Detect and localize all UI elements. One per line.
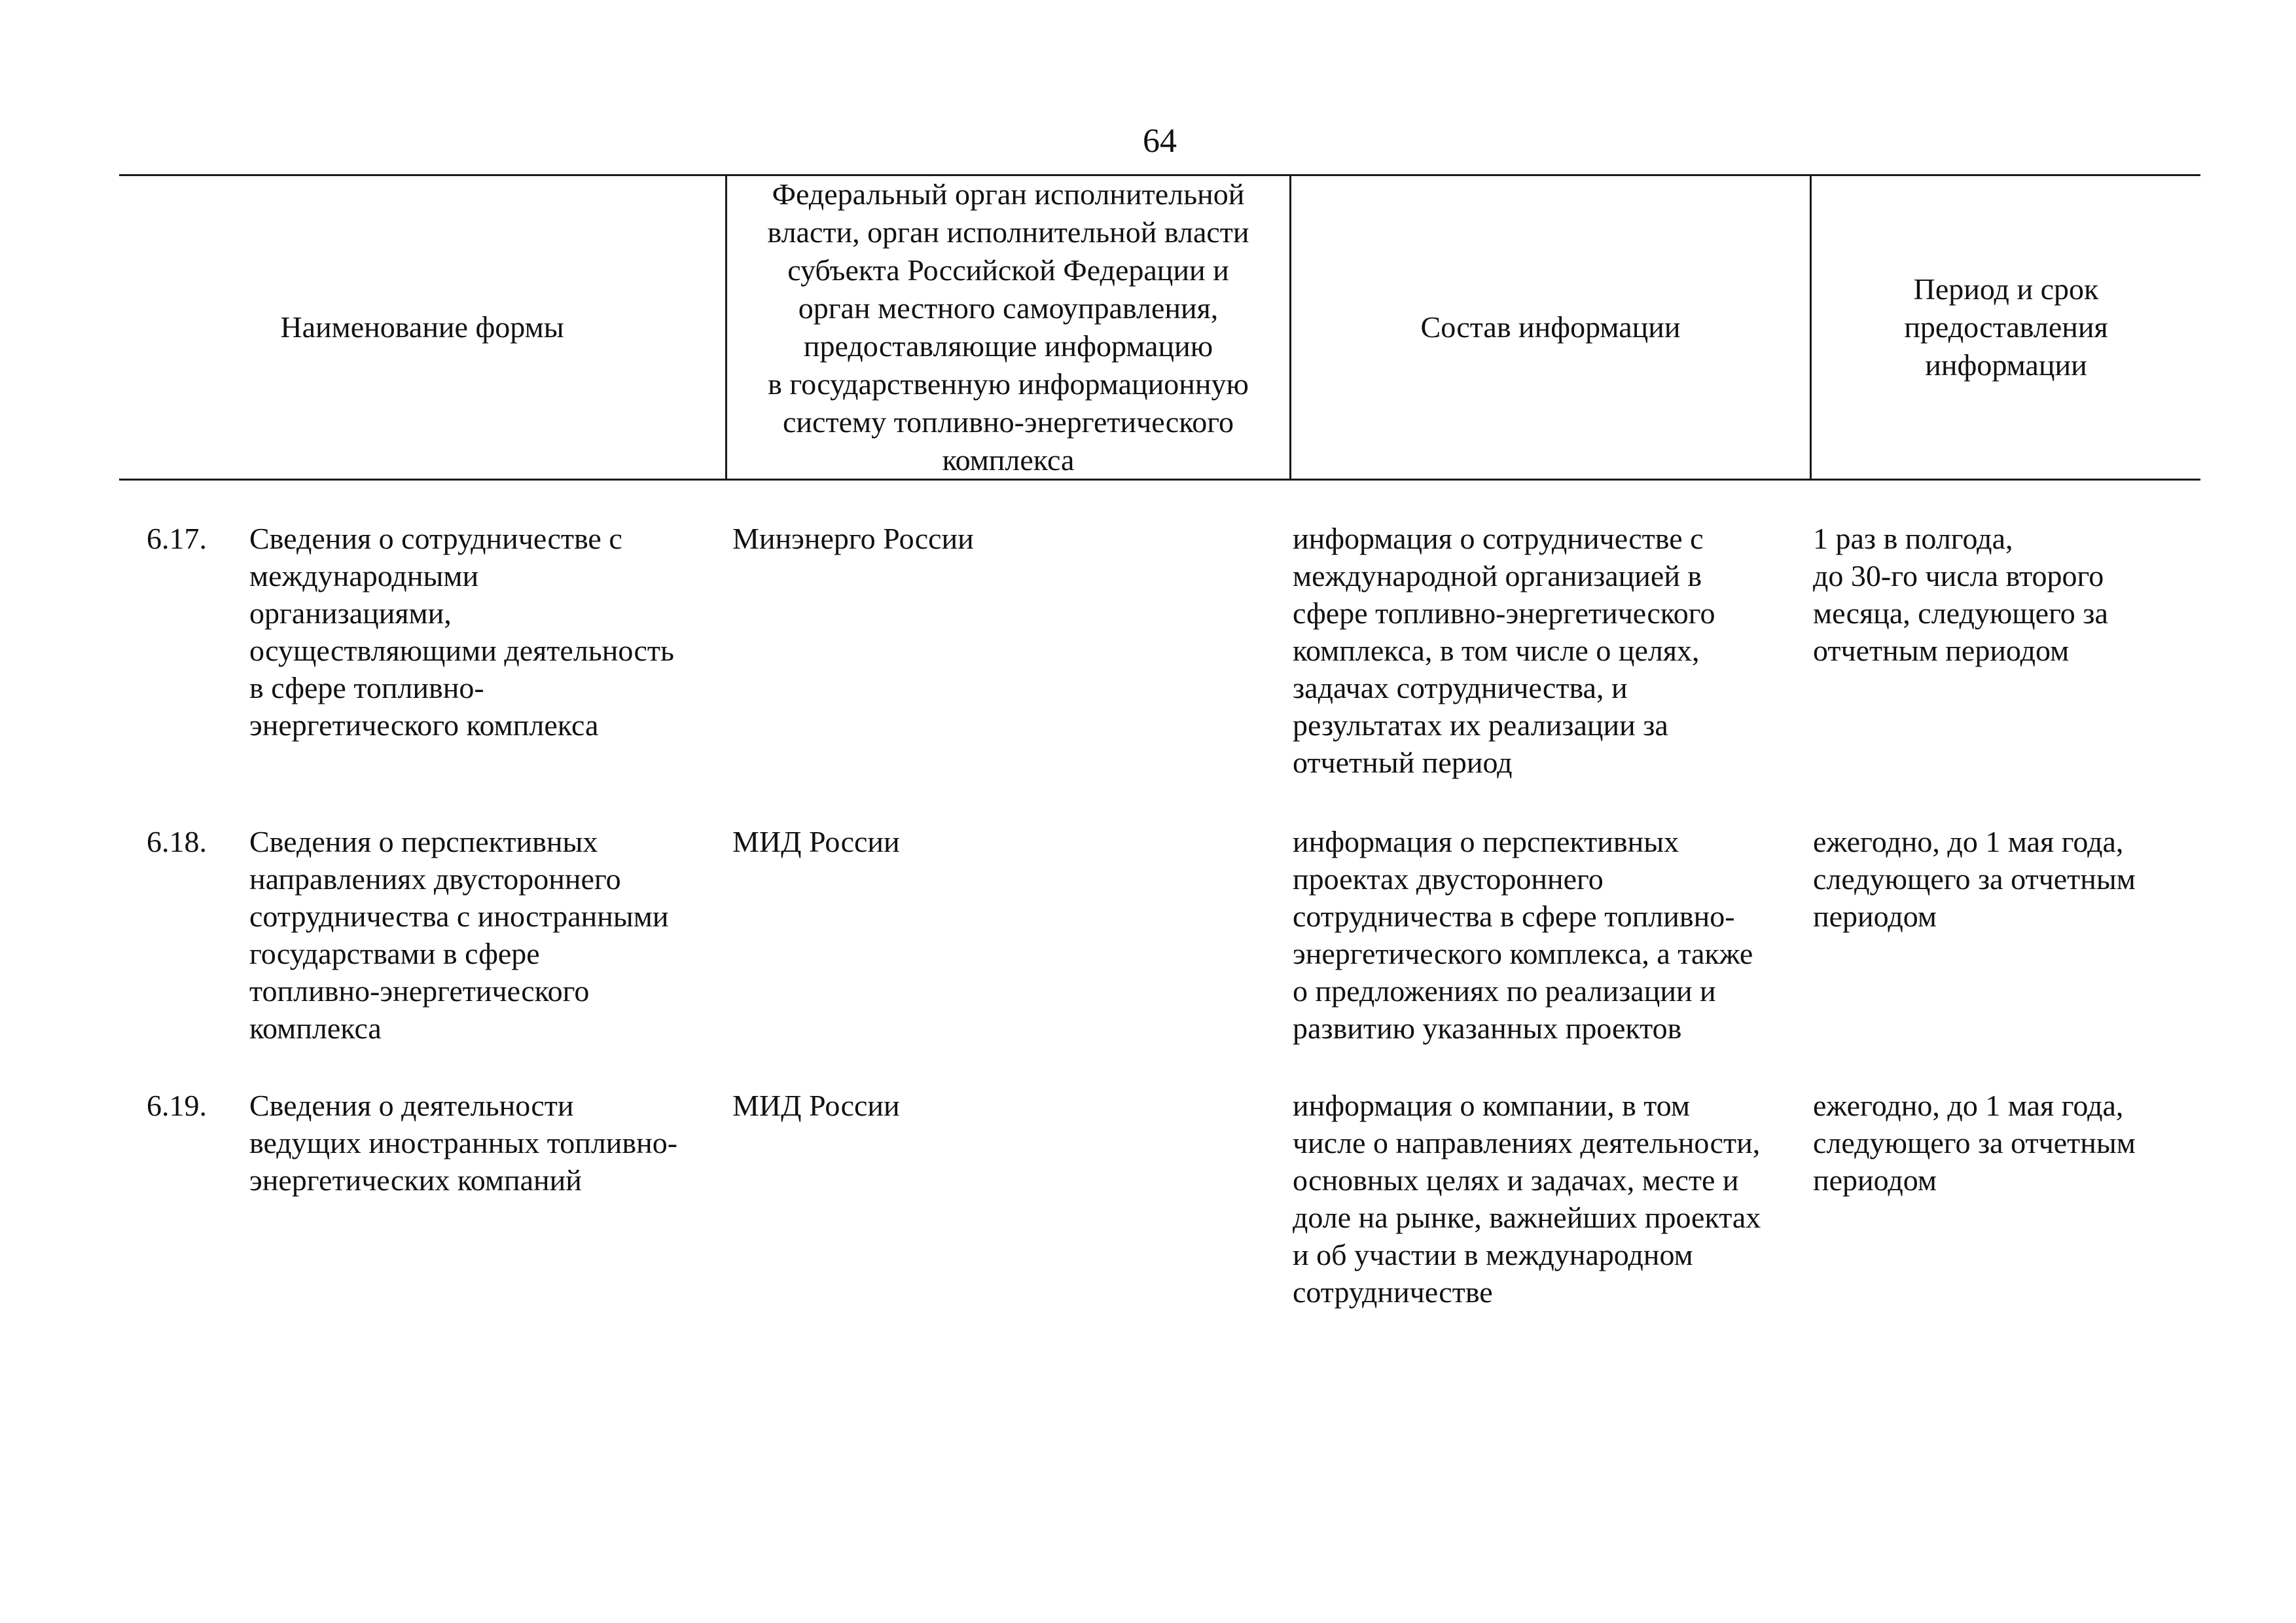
cell-line: осуществляющими деятельность — [249, 634, 675, 667]
cell-line: месяца, следующего за — [1813, 596, 2108, 630]
header-line: власти, орган исполнительной власти — [767, 215, 1249, 249]
cell-line: следующего за отчетным — [1813, 1126, 2136, 1159]
cell-line: задачах сотрудничества, и — [1293, 671, 1628, 704]
cell-line: в сфере топливно- — [249, 671, 484, 704]
cell-line: топливно-энергетического — [249, 974, 590, 1008]
cell-line: отчетным периодом — [1813, 634, 2070, 667]
cell-line: комплекса — [249, 1012, 382, 1045]
row-info-content — [1293, 1087, 1816, 1311]
row-info-content — [1293, 520, 1816, 781]
row-period — [1813, 823, 2206, 935]
row-number: 6.17. — [147, 522, 207, 555]
cell-line: доле на рынке, важнейших проектах — [1293, 1201, 1761, 1234]
header-line: орган местного самоуправления, — [798, 291, 1219, 325]
cell-line: энергетического комплекса, а также — [1293, 937, 1753, 970]
header-agency — [727, 175, 1289, 479]
cell-line: направлениях двустороннего — [249, 862, 621, 896]
cell-line: развитию указанных проектов — [1293, 1012, 1682, 1045]
row-form-name — [249, 1087, 734, 1199]
cell-line: Сведения о перспективных — [249, 825, 598, 858]
row-number: 6.19. — [147, 1089, 207, 1122]
cell-line: МИД России — [732, 1089, 900, 1122]
header-form-name — [119, 175, 725, 479]
cell-line: следующего за отчетным — [1813, 862, 2136, 896]
cell-line: до 30-го числа второго — [1813, 559, 2104, 593]
row-period — [1813, 1087, 2206, 1199]
cell-line: проектах двустороннего — [1293, 862, 1604, 896]
row-form-name — [249, 823, 734, 1047]
cell-line: международными — [249, 559, 479, 593]
cell-line: Минэнерго России — [732, 522, 974, 555]
cell-line: ведущих иностранных топливно- — [249, 1126, 678, 1159]
cell-line: энергетических компаний — [249, 1163, 582, 1197]
cell-line: результатах их реализации за — [1293, 708, 1668, 742]
cell-line: государствами в сфере — [249, 937, 540, 970]
header-line: Состав информации — [1420, 310, 1681, 344]
header-line: систему топливно-энергетического — [783, 405, 1234, 439]
row-agency — [732, 823, 1269, 860]
row-agency — [732, 520, 1269, 557]
cell-line: комплекса, в том числе о целях, — [1293, 634, 1700, 667]
cell-line: отчетный период — [1293, 746, 1513, 779]
cell-line: ежегодно, до 1 мая года, — [1813, 825, 2124, 858]
header-period — [1812, 175, 2200, 479]
cell-line: периодом — [1813, 1163, 1937, 1197]
header-line: Период и срок — [1913, 272, 2099, 306]
row-agency — [732, 1087, 1269, 1124]
cell-line: информация о перспективных — [1293, 825, 1679, 858]
cell-line: основных целях и задачах, месте и — [1293, 1163, 1739, 1197]
cell-line: сотрудничества в сфере топливно- — [1293, 900, 1735, 933]
page-number: 64 — [1143, 122, 1177, 160]
header-line: информации — [1925, 348, 2087, 382]
header-line: Федеральный орган исполнительной — [772, 177, 1245, 211]
header-line: предоставления — [1904, 310, 2108, 344]
cell-line: ежегодно, до 1 мая года, — [1813, 1089, 2124, 1122]
cell-line: МИД России — [732, 825, 900, 858]
header-line: субъекта Российской Федерации и — [787, 253, 1229, 287]
header-line: Наименование формы — [280, 310, 564, 344]
cell-line: и об участии в международном — [1293, 1238, 1693, 1271]
cell-line: о предложениях по реализации и — [1293, 974, 1716, 1008]
cell-line: сотрудничества с иностранными — [249, 900, 669, 933]
row-info-content — [1293, 823, 1816, 1047]
row-period — [1813, 520, 2206, 669]
row-number: 6.18. — [147, 825, 207, 858]
cell-line: сотрудничестве — [1293, 1275, 1493, 1309]
cell-line: Сведения о сотрудничестве с — [249, 522, 622, 555]
cell-line: информация о сотрудничестве с — [1293, 522, 1704, 555]
header-line: в государственную информационную — [768, 367, 1249, 401]
cell-line: сфере топливно-энергетического — [1293, 596, 1715, 630]
header-info-content — [1291, 175, 1810, 479]
cell-line: 1 раз в полгода, — [1813, 522, 2013, 555]
cell-line: Сведения о деятельности — [249, 1089, 574, 1122]
cell-line: периодом — [1813, 900, 1937, 933]
header-line: предоставляющие информацию — [803, 329, 1213, 363]
cell-line: числе о направлениях деятельности, — [1293, 1126, 1761, 1159]
header-line: комплекса — [942, 443, 1075, 477]
cell-line: энергетического комплекса — [249, 708, 599, 742]
row-form-name — [249, 520, 734, 744]
cell-line: информация о компании, в том — [1293, 1089, 1691, 1122]
cell-line: международной организацией в — [1293, 559, 1702, 593]
cell-line: организациями, — [249, 596, 452, 630]
